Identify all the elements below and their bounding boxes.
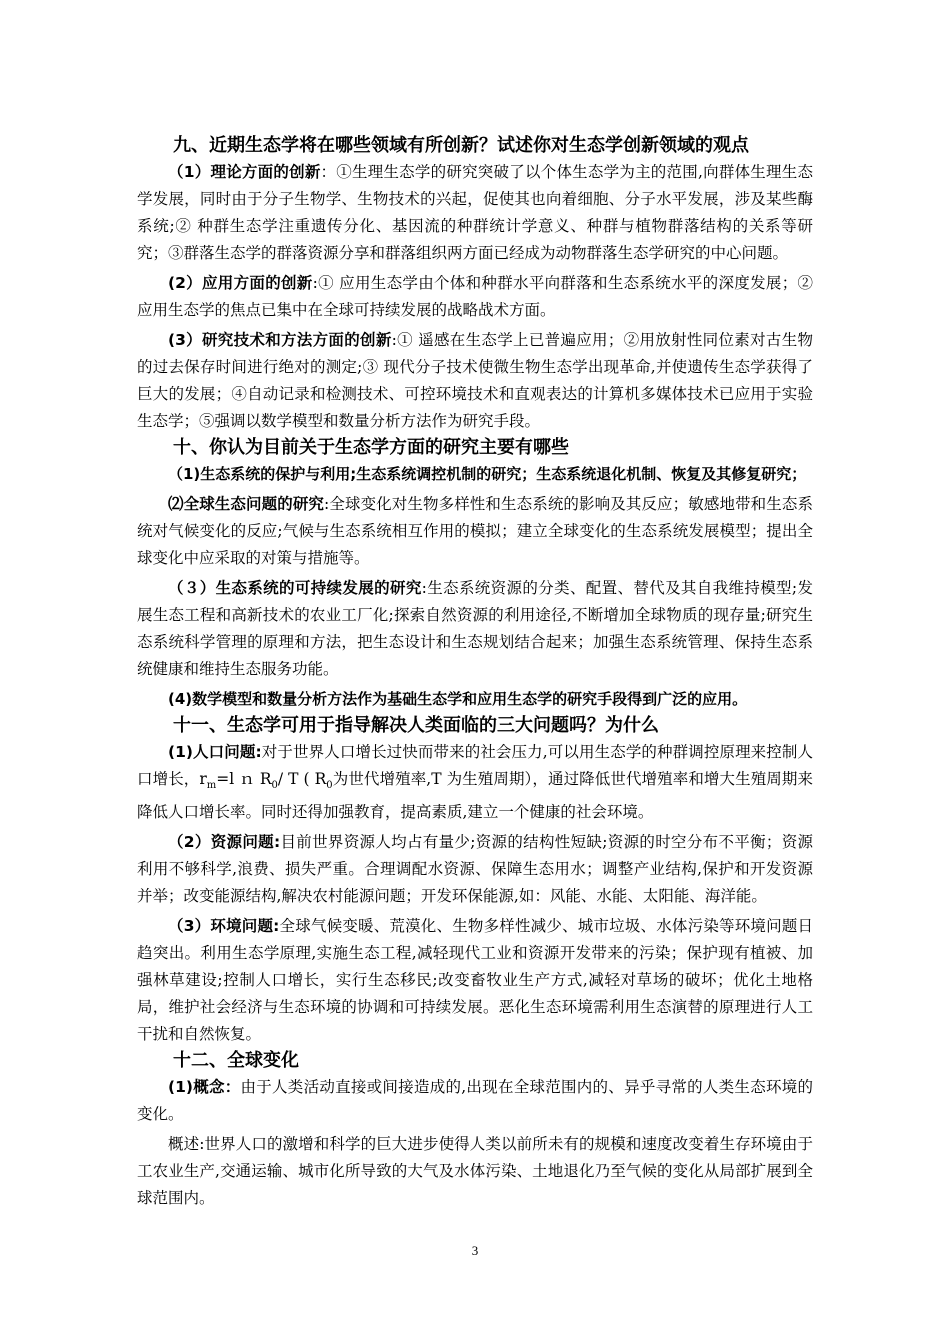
section-9-heading: 九、近期生态学将在哪些领域有所创新？试述你对生态学创新领域的观点 xyxy=(173,135,749,156)
s11-p2-text: 目前世界资源人均占有量少;资源的结构性短缺;资源的时空分布不平衡；资源利用不够科学,浪费、损失严重。合理调配水资源、保障生态用水；调整产业结构,保护和开发资源并举；改变能源结构,解决农村能源问题；开发环保能源,如：风能、水能、太阳能、海洋能。 xyxy=(137,833,814,906)
s10-paragraph-2 xyxy=(137,491,813,572)
s10-paragraph-1: （1)生态系统的保护与利用;生态系统调控机制的研究；生态系统退化机制、恢复及其修复研究； xyxy=(168,465,807,483)
s11-p1-sub-0a: 0 xyxy=(271,780,278,792)
s11-p3-text: 全球气候变暖、荒漠化、生物多样性减少、城市垃圾、水体污染等环境问题日趋突出。利用生态学原理,实施生态工程,减轻现代工业和资源开发带来的污染；保护现有植被、加强林草建设;控制人口增长，实行生态移民;改变畜牧业生产方式,减轻对草场的破坏；优化土地格局，维护社会经济与生态环境的协调和可持续发展。恶化生态环境需利用生态演替的原理进行人工干扰和自然恢复。 xyxy=(137,917,813,1044)
s11-p2-label: （2）资源问题: xyxy=(168,833,281,852)
s11-paragraph-3 xyxy=(137,913,813,1048)
section-10-heading: 十、你认为目前关于生态学方面的研究主要有哪些 xyxy=(173,437,569,458)
s12-paragraph-1 xyxy=(137,1074,813,1128)
s11-p1-label: (1)人口问题: xyxy=(168,743,262,761)
s12-p1-label: (1)概念： xyxy=(168,1078,241,1097)
s9-p3-text: :① 遥感在生态学上已普遍应用；②用放射性同位素对古生物的过去保存时间进行绝对的测定;③ 现代分子技术使微生物生态学出现革命,并使遗传生态学获得了巨大的发展；④自动记录和检测技术、可控环境技术和直观表达的计算机多媒体技术已应用于实验生态学；⑤强调以数学模型和数量分析方法作为研究手段。 xyxy=(137,331,814,430)
s11-paragraph-1 xyxy=(137,739,813,826)
s11-p1-sub-0b: 0 xyxy=(326,780,333,792)
s11-p1-text-d: 为世代增殖率,T 为生殖周期），通过降低世代增殖率和增大生殖周期来降低人口增长率。同时还得加强教育，提高素质,建立一个健康的社会环境。 xyxy=(137,770,813,822)
section-12-heading: 十二、全球变化 xyxy=(173,1050,299,1072)
s11-p1-text-b: =l ｎ R xyxy=(216,770,272,788)
s10-p2-text: :全球变化对生物多样性和生态系统的影响及其反应；敏感地带和生态系统对气候变化的反应;气候与生态系统相互作用的模拟；建立全球变化的生态系统发展模型；提出全球变化中应采取的对策与措施等。 xyxy=(137,495,813,567)
s10-paragraph-3 xyxy=(137,575,813,683)
s9-p3-label: (3）研究技术和方法方面的创新 xyxy=(168,331,392,349)
s11-p3-label: （3）环境问题: xyxy=(168,917,280,936)
s10-p3-text: :生态系统资源的分类、配置、替代及其自我维持模型;发展生态工程和高新技术的农业工厂化;探索自然资源的利用途径,不断增加全球物质的现存量;研究生态系统科学管理的原理和方法，把生态设计和生态规划结合起来；加强生态系统管理、保持生态系统健康和维持生态服务功能。 xyxy=(137,579,813,678)
s9-paragraph-2 xyxy=(137,270,813,324)
s9-paragraph-1 xyxy=(137,159,813,267)
s12-p1-text: 由于人类活动直接或间接造成的,出现在全球范围内的、异乎寻常的人类生态环境的变化。 xyxy=(137,1078,813,1124)
s10-p2-label: ⑵全球生态问题的研究 xyxy=(168,495,325,513)
s12-paragraph-2: 概述:世界人口的激增和科学的巨大进步使得人类以前所未有的规模和速度改变着生存环境由于工农业生产,交通运输、城市化所导致的大气及水体污染、土地退化乃至气候的变化从局部扩展到全球范围内。 xyxy=(137,1135,813,1208)
s11-p1-sub-m: m xyxy=(206,780,217,792)
section-11-heading: 十一、生态学可用于指导解决人类面临的三大问题吗？为什么 xyxy=(173,715,659,736)
s11-p1-text-a: 对于世界人口增长过快而带来的社会压力,可以用生态学的种群调控原理来控制人口增长，r xyxy=(137,743,814,788)
page-content xyxy=(137,133,813,1212)
s10-paragraph-4: (4)数学模型和数量分析方法作为基础生态学和应用生态学的研究手段得到广泛的应用。 xyxy=(168,690,748,708)
s9-paragraph-3 xyxy=(137,327,813,435)
s9-p2-label: (2）应用方面的创新 xyxy=(168,274,313,292)
page-number: 3 xyxy=(471,1243,479,1258)
s10-p3-label: （３）生态系统的可持续发展的研究 xyxy=(168,579,422,597)
s9-p1-label: （1）理论方面的创新 xyxy=(168,163,321,181)
s11-paragraph-2 xyxy=(137,829,813,910)
s9-p2-text: :① 应用生态学由个体和种群水平向群落和生态系统水平的深度发展；②应用生态学的焦点已集中在全球可持续发展的战略战术方面。 xyxy=(137,274,813,319)
s9-p1-text: ：①生理生态学的研究突破了以个体生态学为主的范围,向群体生理生态学发展，同时由于分子生物学、生物技术的兴起，促使其也向着细胞、分子水平发展，涉及某些酶系统;② 种群生态学注重遗传分化、基因流的种群统计学意义、种群与植物群落结构的关系等研究；③群落生态学的群落资源分享和群落组织两方面已经成为动物群落生态学研究的中心问题。 xyxy=(137,163,813,262)
s11-p1-text-c: / T ( R xyxy=(277,770,327,788)
